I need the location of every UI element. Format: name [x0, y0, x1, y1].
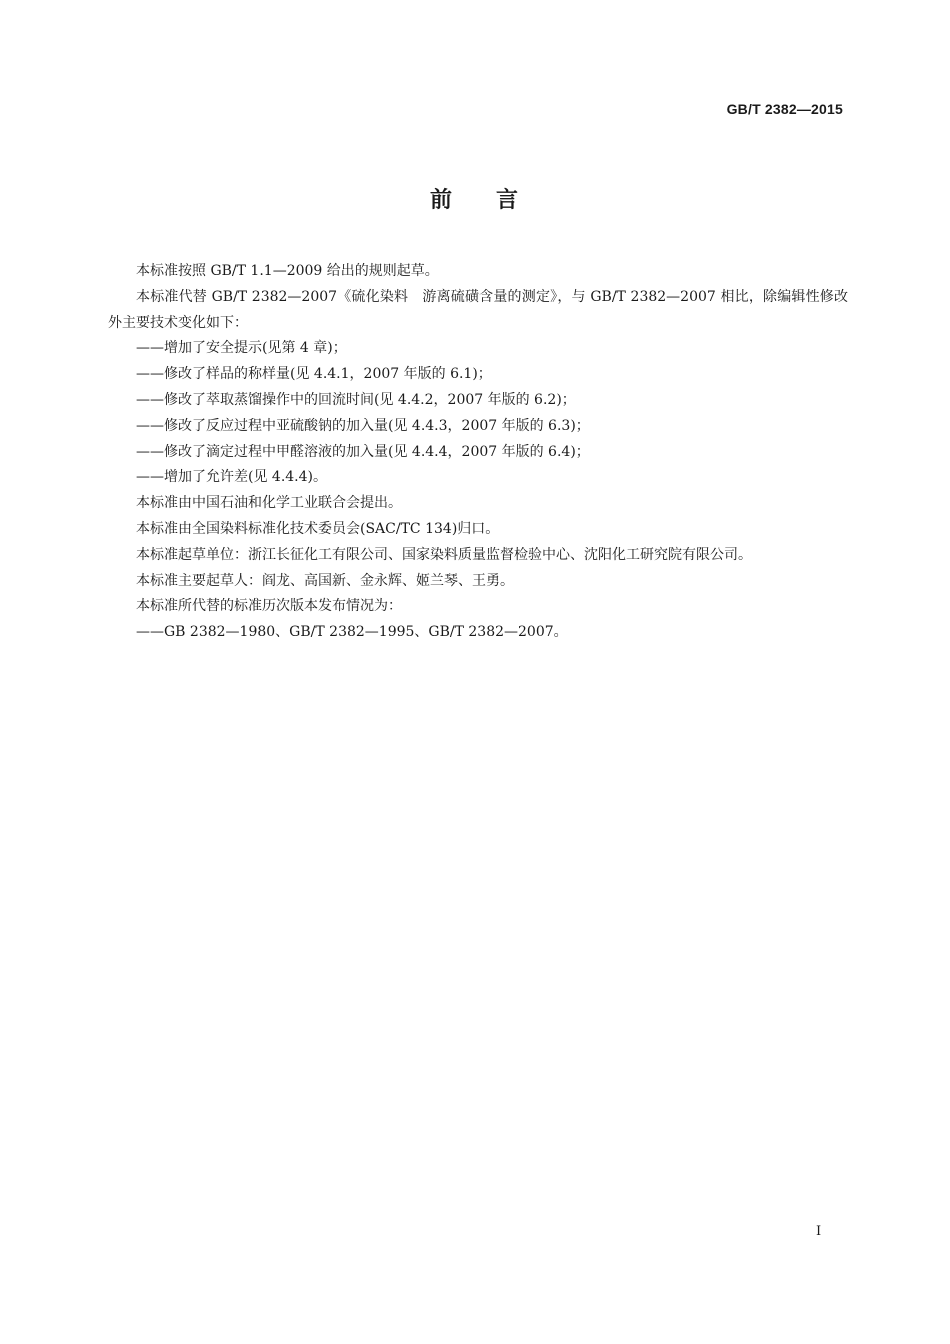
change-item: ——增加了允许差(见 4.4.4)。 [136, 469, 327, 486]
paragraph-proposer: 本标准由中国石油和化学工业联合会提出。 [136, 495, 402, 512]
standard-number: GB/T 2382—2015 [726, 101, 843, 117]
foreword-body [108, 259, 848, 646]
paragraph-drafting-rules: 本标准按照 GB/T 1.1—2009 给出的规则起草。 [136, 263, 439, 279]
paragraph-replacement: 本标准代替 GB/T 2382—2007《硫化染料 游离硫磺含量的测定》，与 GB/T 2382—2007 相比，除编辑性修改外主要技术变化如下： [108, 288, 848, 331]
paragraph-drafting-units: 本标准起草单位：浙江长征化工有限公司、国家染料质量监督检验中心、沈阳化工研究院有限公司。 [136, 546, 752, 563]
change-item: ——修改了反应过程中亚硫酸钠的加入量(见 4.4.3，2007 年版的 6.3)； [136, 417, 590, 434]
paragraph-drafters: 本标准主要起草人：阎龙、高国新、金永辉、姬兰琴、王勇。 [136, 572, 514, 589]
change-item: ——增加了安全提示(见第 4 章)； [136, 340, 347, 357]
change-item: ——修改了样品的称样量(见 4.4.1，2007 年版的 6.1)； [136, 366, 492, 383]
page-title [0, 183, 950, 214]
title-char-2: 言 [496, 188, 521, 213]
paragraph-committee: 本标准由全国染料标准化技术委员会(SAC/TC 134)归口。 [136, 520, 500, 537]
change-item: ——修改了滴定过程中甲醛溶液的加入量(见 4.4.4，2007 年版的 6.4)； [136, 443, 590, 460]
change-item: ——修改了萃取蒸馏操作中的回流时间(见 4.4.2，2007 年版的 6.2)； [136, 391, 576, 408]
title-char-1: 前 [429, 188, 454, 213]
history-item: ——GB 2382—1980、GB/T 2382—1995、GB/T 2382—2007。 [136, 624, 568, 641]
page-number: I [816, 1224, 822, 1239]
paragraph-history-intro: 本标准所代替的标准历次版本发布情况为： [136, 598, 402, 615]
